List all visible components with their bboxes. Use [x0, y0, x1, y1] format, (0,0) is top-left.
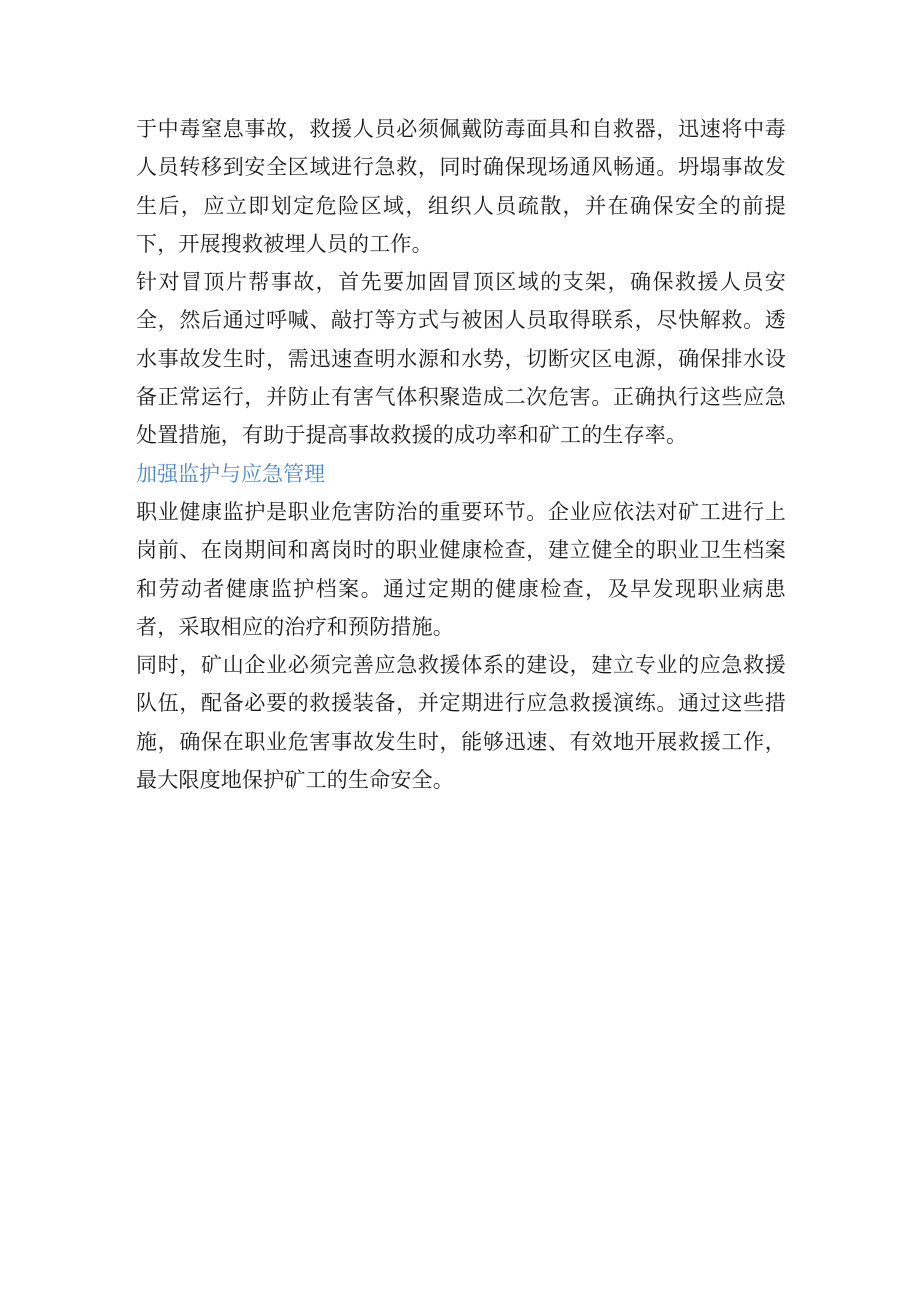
- paragraph-emergency-response: 于中毒窒息事故，救援人员必须佩戴防毒面具和自救器，迅速将中毒人员转移到安全区域进行急救，同时确保现场通风畅通。坍塌事故发生后，应立即划定危险区域，组织人员疏散，并在确保安全的前提下，开展搜救被埋人员的工作。: [136, 117, 786, 256]
- paragraph-health-surveillance: 职业健康监护是职业危害防治的重要环节。企业应依法对矿工进行上岗前、在岗期间和离岗时的职业健康检查，建立健全的职业卫生档案和劳动者健康监护档案。通过定期的健康检查，及早发现职业病患者，采取相应的治疗和预防措施。: [136, 499, 786, 639]
- paragraph-roof-fall-measures: 针对冒顶片帮事故，首先要加固冒顶区域的支架，确保救援人员安全，然后通过呼喊、敲打等方式与被困人员取得联系，尽快解救。透水事故发生时，需迅速查明水源和水势，切断灾区电源，确保排水设备正常运行，并防止有害气体积聚造成二次危害。正确执行这些应急处置措施，有助于提高事故救援的成功率和矿工的生存率。: [136, 270, 786, 448]
- section-heading: 加强监护与应急管理: [136, 461, 325, 486]
- document-page: [136, 110, 786, 799]
- paragraph-rescue-system: 同时，矿山企业必须完善应急救援体系的建设，建立专业的应急救援队伍，配备必要的救援装备，并定期进行应急救援演练。通过这些措施，确保在职业危害事故发生时，能够迅速、有效地开展救援工作，最大限度地保护矿工的生命安全。: [136, 653, 786, 793]
